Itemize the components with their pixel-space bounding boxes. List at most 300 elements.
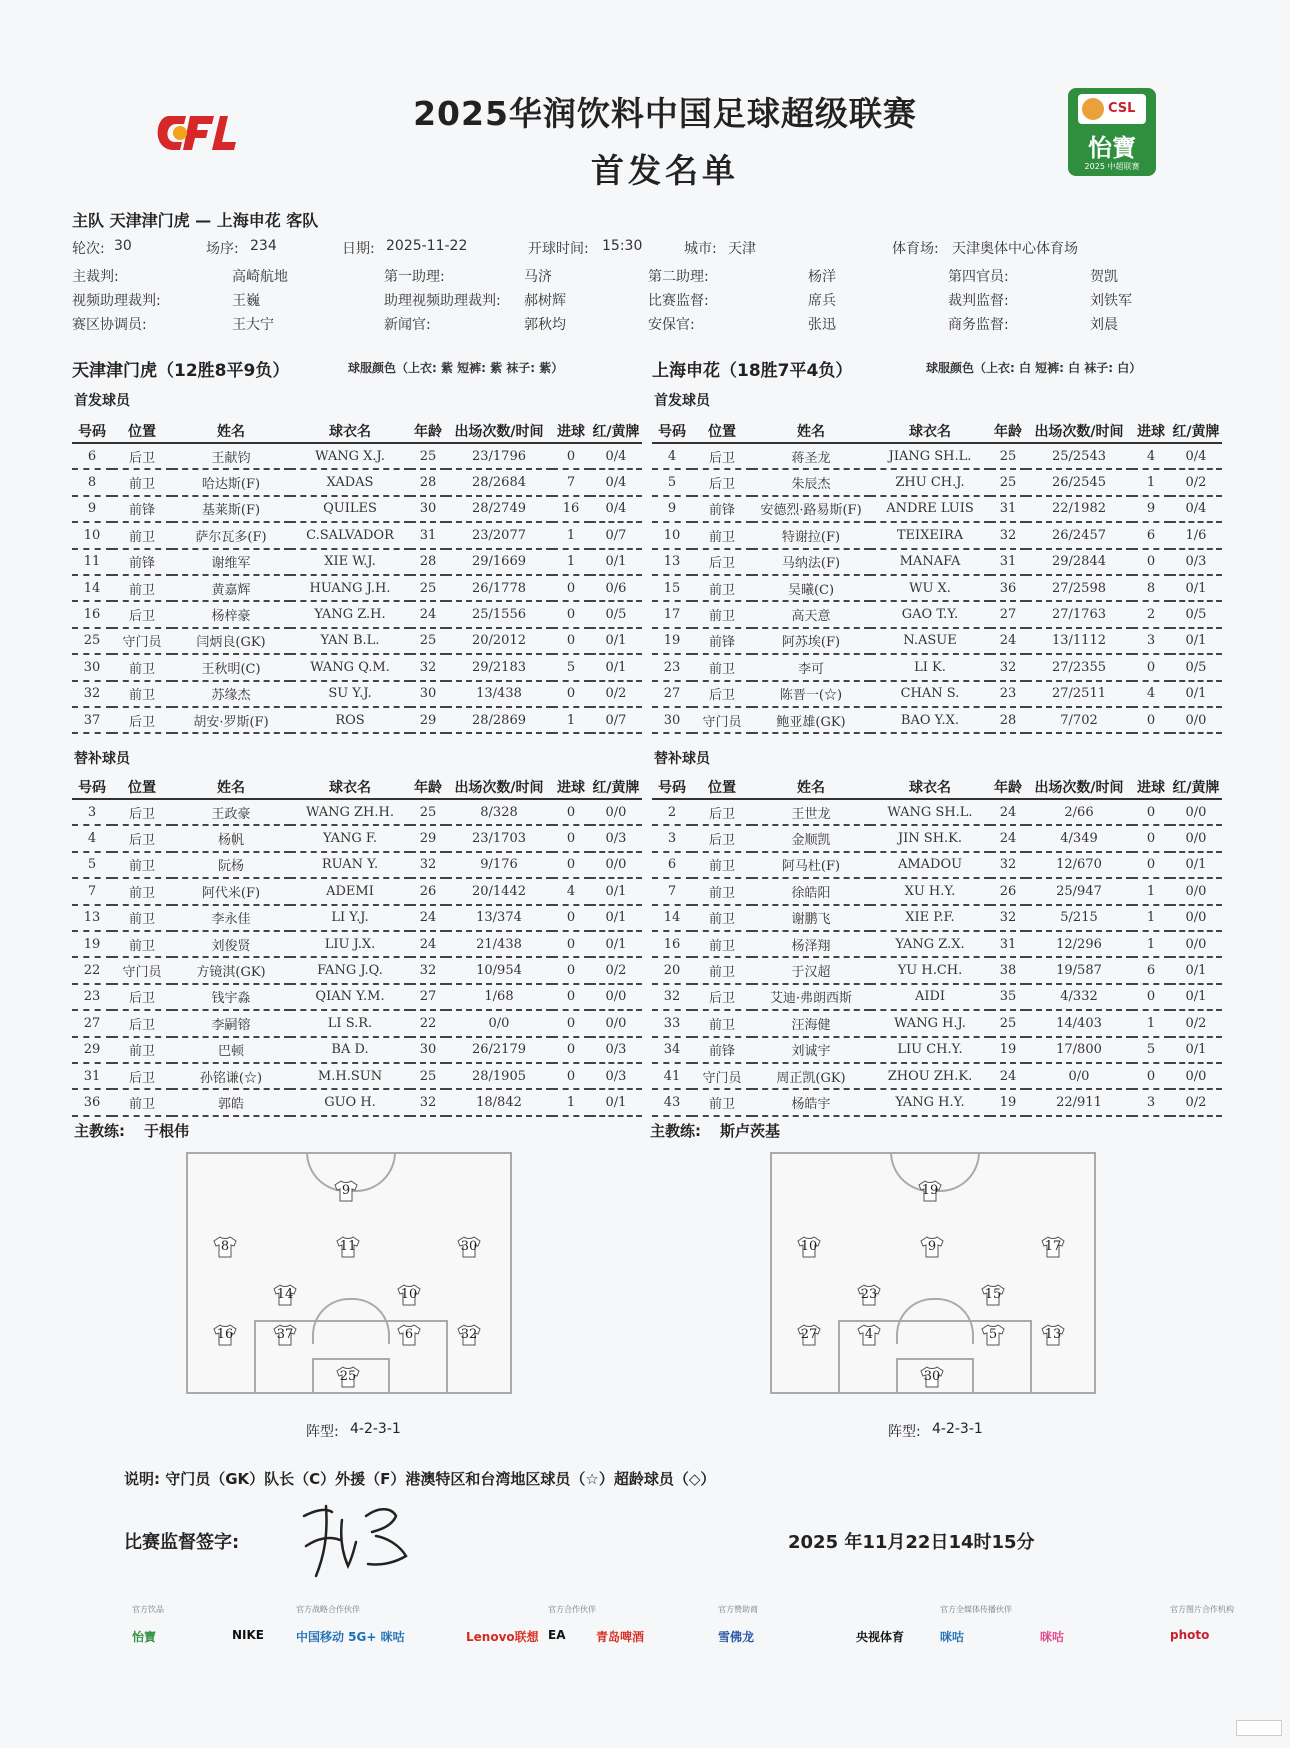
player-cell: 6 — [1132, 957, 1170, 983]
player-cell: 30 — [410, 681, 446, 707]
player-row — [652, 707, 1222, 733]
penalty-arc — [312, 1298, 390, 1344]
player-cell: 0 — [552, 1037, 590, 1063]
player-cell: 0/1 — [1170, 984, 1222, 1010]
player-row — [652, 443, 1222, 469]
player-cell: 28/2869 — [446, 707, 552, 733]
player-cell: WANG H.J. — [870, 1010, 990, 1036]
player-cell: 11 — [72, 549, 112, 575]
player-cell: ADEMI — [290, 878, 410, 904]
player-cell: 0/1 — [590, 931, 642, 957]
away-starters-heading: 首发球员 — [654, 393, 710, 409]
player-cell: 0/0 — [1026, 1063, 1132, 1089]
player-cell: 32 — [990, 654, 1026, 680]
player-cell: 31 — [410, 522, 446, 548]
player-row — [72, 1010, 642, 1036]
player-cell: 9/176 — [446, 852, 552, 878]
player-cell: 李永佳 — [172, 905, 290, 931]
sponsor-logo: 央视体育 — [856, 1630, 905, 1644]
player-cell: 0 — [552, 957, 590, 983]
player-cell: 32 — [72, 681, 112, 707]
venue-label: 体育场: — [892, 241, 939, 257]
player-cell: C.SALVADOR — [290, 522, 410, 548]
shirt-icon — [212, 1236, 238, 1258]
official-role: 视频助理裁判: — [72, 293, 161, 309]
column-header: 姓名 — [752, 420, 870, 443]
player-cell: 32 — [410, 654, 446, 680]
shirt-number: 15 — [984, 1287, 1002, 1302]
column-header: 年龄 — [410, 776, 446, 799]
official-name: 刘铁军 — [1090, 293, 1132, 309]
player-cell: 前卫 — [692, 878, 752, 904]
player-cell: 30 — [72, 654, 112, 680]
player-cell: 0/5 — [1170, 601, 1222, 627]
player-cell: 20/2012 — [446, 628, 552, 654]
player-cell: 方镜淇(GK) — [172, 957, 290, 983]
shirt-icon — [919, 1236, 945, 1258]
player-cell: 后卫 — [112, 601, 172, 627]
player-cell: 0 — [552, 1063, 590, 1089]
column-header: 位置 — [692, 420, 752, 443]
player-row — [652, 469, 1222, 495]
away-formation-label: 阵型: — [888, 1424, 921, 1440]
away-team-record: 上海申花（18胜7平4负） — [652, 361, 853, 381]
shirt-icon — [796, 1324, 822, 1346]
player-cell: 26/2179 — [446, 1037, 552, 1063]
player-cell: 基莱斯(F) — [172, 496, 290, 522]
column-header: 出场次数/时间 — [1026, 776, 1132, 799]
player-cell: 36 — [990, 575, 1026, 601]
player-cell: 8/328 — [446, 799, 552, 825]
player-cell: 25/2543 — [1026, 443, 1132, 469]
player-cell: 守门员 — [692, 707, 752, 733]
official-role: 赛区协调员: — [72, 317, 147, 333]
csl-logo-main: 怡寶 — [1088, 134, 1136, 162]
player-cell: 前锋 — [692, 628, 752, 654]
player-cell: 前锋 — [112, 496, 172, 522]
player-cell: 前卫 — [692, 575, 752, 601]
player-cell: QIAN Y.M. — [290, 984, 410, 1010]
player-cell: 0 — [552, 1010, 590, 1036]
player-cell: 0/3 — [1170, 549, 1222, 575]
player-cell: WANG SH.L. — [870, 799, 990, 825]
player-cell: 20/1442 — [446, 878, 552, 904]
player-row — [72, 852, 642, 878]
player-cell: 0 — [552, 905, 590, 931]
official-role: 裁判监督: — [948, 293, 1009, 309]
player-cell: M.H.SUN — [290, 1063, 410, 1089]
player-cell: 0 — [552, 681, 590, 707]
player-row — [652, 628, 1222, 654]
player-cell: 2 — [1132, 601, 1170, 627]
player-cell: 23/1703 — [446, 825, 552, 851]
player-cell: 0/1 — [1170, 957, 1222, 983]
player-cell: 0 — [1132, 549, 1170, 575]
column-header: 号码 — [652, 420, 692, 443]
shirt-number: 9 — [927, 1239, 937, 1254]
player-cell: 闫炳良(GK) — [172, 628, 290, 654]
player-cell: 0 — [552, 575, 590, 601]
player-cell: 0/1 — [590, 905, 642, 931]
shirt-icon — [456, 1324, 482, 1346]
player-cell: 10/954 — [446, 957, 552, 983]
player-cell: 4 — [1132, 681, 1170, 707]
player-cell: 23 — [990, 681, 1026, 707]
player-cell: 刘俊贤 — [172, 931, 290, 957]
player-row — [652, 549, 1222, 575]
player-cell: 0/1 — [1170, 575, 1222, 601]
shirt-number: 17 — [1044, 1239, 1062, 1254]
player-cell: LIU J.X. — [290, 931, 410, 957]
player-cell: 23/1796 — [446, 443, 552, 469]
player-cell: 3 — [1132, 1089, 1170, 1115]
player-cell: 3 — [1132, 628, 1170, 654]
away-formation-pitch — [770, 1152, 1096, 1394]
column-header: 位置 — [112, 420, 172, 443]
kickoff-value: 15:30 — [602, 238, 643, 254]
player-cell: 鲍亚雄(GK) — [752, 707, 870, 733]
player-cell: 0/4 — [1170, 496, 1222, 522]
player-cell: 16 — [652, 931, 692, 957]
player-cell: 9 — [72, 496, 112, 522]
column-header: 姓名 — [172, 776, 290, 799]
home-subs-table — [72, 776, 642, 1117]
player-cell: 31 — [990, 496, 1026, 522]
player-cell: 0/4 — [590, 443, 642, 469]
column-header: 位置 — [692, 776, 752, 799]
shirt-number: 16 — [216, 1327, 234, 1342]
official-role: 第四官员: — [948, 269, 1009, 285]
player-cell: 0 — [1132, 984, 1170, 1010]
player-cell: 1/68 — [446, 984, 552, 1010]
player-cell: 3 — [72, 799, 112, 825]
sponsor-logo: 雪佛龙 — [718, 1630, 755, 1644]
signature-label: 比赛监督签字: — [124, 1532, 240, 1553]
player-row — [72, 931, 642, 957]
player-cell: 17 — [652, 601, 692, 627]
player-cell: 0 — [1132, 1063, 1170, 1089]
player-row — [652, 984, 1222, 1010]
shirt-number: 13 — [1044, 1327, 1062, 1342]
player-row — [72, 469, 642, 495]
player-cell: 34 — [652, 1037, 692, 1063]
player-cell: ZHU CH.J. — [870, 469, 990, 495]
player-cell: 0/0 — [1170, 878, 1222, 904]
player-cell: 0/0 — [1170, 825, 1222, 851]
column-header: 球衣名 — [290, 776, 410, 799]
player-cell: 谢维军 — [172, 549, 290, 575]
player-cell: 1 — [552, 1089, 590, 1115]
player-cell: 6 — [1132, 522, 1170, 548]
official-name: 王大宁 — [232, 317, 274, 333]
handwritten-signature — [296, 1496, 426, 1590]
shirt-number: 10 — [800, 1239, 818, 1254]
player-cell: 6 — [72, 443, 112, 469]
column-header: 出场次数/时间 — [1026, 420, 1132, 443]
player-cell: 25 — [990, 443, 1026, 469]
player-cell: 前卫 — [112, 905, 172, 931]
player-cell: 27/2598 — [1026, 575, 1132, 601]
player-cell: 1 — [552, 707, 590, 733]
player-cell: XIE W.J. — [290, 549, 410, 575]
shirt-icon — [396, 1324, 422, 1346]
player-cell: 24 — [410, 601, 446, 627]
player-cell: 前卫 — [112, 654, 172, 680]
player-cell: 28/2749 — [446, 496, 552, 522]
player-cell: 7 — [72, 878, 112, 904]
home-coach-name: 于根伟 — [144, 1122, 190, 1140]
player-cell: 32 — [410, 1089, 446, 1115]
shirt-number: 4 — [864, 1327, 874, 1342]
shirt-number: 8 — [220, 1239, 230, 1254]
home-coach-label: 主教练: — [74, 1122, 125, 1140]
player-cell: 28/1905 — [446, 1063, 552, 1089]
player-cell: 马纳法(F) — [752, 549, 870, 575]
round-label: 轮次: — [72, 241, 105, 257]
sponsor-logo: 中国移动 5G+ 咪咕 — [296, 1630, 405, 1644]
player-cell: 0 — [552, 443, 590, 469]
player-cell: WANG X.J. — [290, 443, 410, 469]
scroll-handle[interactable] — [1236, 1720, 1282, 1736]
official-role: 商务监督: — [948, 317, 1009, 333]
player-cell: 汪海健 — [752, 1010, 870, 1036]
player-cell: 13 — [72, 905, 112, 931]
player-cell: 13/374 — [446, 905, 552, 931]
player-cell: 13 — [652, 549, 692, 575]
player-cell: BAO Y.X. — [870, 707, 990, 733]
player-cell: 王政豪 — [172, 799, 290, 825]
player-cell: 0/0 — [1170, 931, 1222, 957]
player-cell: 前卫 — [692, 601, 752, 627]
player-cell: 0/3 — [590, 825, 642, 851]
player-cell: 0/1 — [590, 1089, 642, 1115]
player-cell: 前卫 — [112, 681, 172, 707]
player-cell: 0 — [1132, 852, 1170, 878]
player-cell: 朱辰杰 — [752, 469, 870, 495]
player-cell: 25 — [410, 1063, 446, 1089]
round-value: 30 — [114, 238, 132, 254]
shirt-icon — [333, 1180, 359, 1202]
shirt-icon — [396, 1284, 422, 1306]
player-cell: 0/2 — [1170, 1010, 1222, 1036]
player-cell: 26 — [410, 878, 446, 904]
player-cell: YANG Z.X. — [870, 931, 990, 957]
player-cell: AMADOU — [870, 852, 990, 878]
column-header: 号码 — [652, 776, 692, 799]
player-cell: 安德烈·路易斯(F) — [752, 496, 870, 522]
player-cell: 0/7 — [590, 522, 642, 548]
player-cell: 前卫 — [112, 522, 172, 548]
sponsor-logo: Lenovo联想 — [466, 1630, 539, 1644]
player-row — [652, 1010, 1222, 1036]
player-cell: 19 — [72, 931, 112, 957]
seq-value: 234 — [250, 238, 277, 254]
player-cell: 后卫 — [112, 825, 172, 851]
sponsor-logo: 怡寶 — [132, 1630, 157, 1644]
csl-logo — [1068, 88, 1156, 176]
player-cell: 后卫 — [112, 707, 172, 733]
player-cell: LIU CH.Y. — [870, 1037, 990, 1063]
player-cell: N.ASUE — [870, 628, 990, 654]
player-cell: 13/1112 — [1026, 628, 1132, 654]
player-row — [652, 654, 1222, 680]
player-cell: 0 — [552, 825, 590, 851]
player-cell: 0/1 — [590, 654, 642, 680]
away-starters-table — [652, 420, 1222, 734]
away-formation-value: 4-2-3-1 — [932, 1421, 983, 1437]
shirt-icon — [796, 1236, 822, 1258]
player-cell: 25 — [410, 443, 446, 469]
player-cell: JIANG SH.L. — [870, 443, 990, 469]
city-label: 城市: — [684, 241, 717, 257]
player-cell: 24 — [990, 628, 1026, 654]
player-cell: 李可 — [752, 654, 870, 680]
shirt-icon — [212, 1324, 238, 1346]
player-cell: 27 — [72, 1010, 112, 1036]
home-kit-colors: 球服颜色（上衣: 紫 短裤: 紫 袜子: 紫） — [348, 361, 564, 375]
player-cell: 23/2077 — [446, 522, 552, 548]
player-cell: 谢鹏飞 — [752, 905, 870, 931]
player-cell: LI Y.J. — [290, 905, 410, 931]
player-cell: 1 — [552, 522, 590, 548]
player-cell: 22 — [72, 957, 112, 983]
player-cell: YANG H.Y. — [870, 1089, 990, 1115]
player-cell: 0/0 — [590, 852, 642, 878]
table-header-row — [72, 776, 642, 799]
player-row — [652, 1037, 1222, 1063]
kickoff-label: 开球时间: — [528, 241, 589, 257]
shirt-icon — [272, 1284, 298, 1306]
player-cell: 前卫 — [112, 575, 172, 601]
player-cell: GUO H. — [290, 1089, 410, 1115]
shirt-icon — [1040, 1324, 1066, 1346]
player-cell: 0/2 — [590, 957, 642, 983]
player-cell: 钱宇淼 — [172, 984, 290, 1010]
player-cell: 4 — [652, 443, 692, 469]
column-header: 进球 — [552, 776, 590, 799]
player-cell: 24 — [410, 905, 446, 931]
player-cell: 哈达斯(F) — [172, 469, 290, 495]
player-cell: 19 — [652, 628, 692, 654]
home-team-record: 天津津门虎（12胜8平9负） — [72, 361, 290, 381]
player-cell: 15 — [652, 575, 692, 601]
official-role: 助理视频助理裁判: — [384, 293, 501, 309]
player-cell: 41 — [652, 1063, 692, 1089]
player-cell: 后卫 — [112, 799, 172, 825]
shirt-number: 27 — [800, 1327, 818, 1342]
player-cell: 0/1 — [590, 549, 642, 575]
player-cell: 0/2 — [1170, 1089, 1222, 1115]
player-cell: AIDI — [870, 984, 990, 1010]
player-cell: 7 — [652, 878, 692, 904]
player-cell: 27 — [410, 984, 446, 1010]
player-row — [652, 878, 1222, 904]
column-header: 出场次数/时间 — [446, 420, 552, 443]
player-row — [652, 931, 1222, 957]
sponsor-caption: 官方赞助商 — [718, 1605, 758, 1614]
player-row — [72, 707, 642, 733]
player-cell: 杨梓豪 — [172, 601, 290, 627]
player-cell: 周正凯(GK) — [752, 1063, 870, 1089]
legend-note: 说明: 守门员（GK）队长（C）外援（F）港澳特区和台湾地区球员（☆）超龄球员（◇） — [124, 1470, 716, 1488]
player-cell: 0/3 — [590, 1037, 642, 1063]
player-row — [652, 905, 1222, 931]
player-cell: 7 — [552, 469, 590, 495]
player-cell: 4/332 — [1026, 984, 1132, 1010]
player-cell: 32 — [990, 905, 1026, 931]
player-row — [72, 496, 642, 522]
player-cell: ROS — [290, 707, 410, 733]
player-cell: 10 — [652, 522, 692, 548]
player-cell: 0 — [552, 601, 590, 627]
player-cell: 4 — [552, 878, 590, 904]
player-cell: 25 — [410, 628, 446, 654]
player-cell: 25 — [410, 575, 446, 601]
player-cell: 32 — [652, 984, 692, 1010]
player-row — [72, 549, 642, 575]
player-cell: 28 — [990, 707, 1026, 733]
player-cell: 前卫 — [112, 469, 172, 495]
player-row — [652, 575, 1222, 601]
player-cell: 0/2 — [590, 681, 642, 707]
player-cell: 王献钧 — [172, 443, 290, 469]
player-row — [652, 601, 1222, 627]
player-cell: 0 — [552, 799, 590, 825]
player-cell: 黄嘉辉 — [172, 575, 290, 601]
player-row — [72, 825, 642, 851]
player-cell: 19 — [990, 1037, 1026, 1063]
shirt-number: 25 — [339, 1369, 357, 1384]
player-cell: 前锋 — [692, 496, 752, 522]
player-cell: 0/0 — [1170, 1063, 1222, 1089]
player-cell: 后卫 — [112, 1010, 172, 1036]
player-cell: YAN B.L. — [290, 628, 410, 654]
column-header: 出场次数/时间 — [446, 776, 552, 799]
away-subs-table — [652, 776, 1222, 1117]
player-cell: XIE P.F. — [870, 905, 990, 931]
shirt-icon — [856, 1284, 882, 1306]
player-cell: 20 — [652, 957, 692, 983]
player-cell: 21/438 — [446, 931, 552, 957]
player-cell: 后卫 — [692, 984, 752, 1010]
player-row — [72, 984, 642, 1010]
player-cell: 巴顿 — [172, 1037, 290, 1063]
column-header: 红/黄牌 — [590, 420, 642, 443]
player-cell: 33 — [652, 1010, 692, 1036]
page-title: 2025华润饮料中国足球超级联赛 — [413, 94, 917, 133]
player-cell: 30 — [410, 1037, 446, 1063]
player-row — [72, 1037, 642, 1063]
player-cell: 25/1556 — [446, 601, 552, 627]
player-cell: 28 — [410, 469, 446, 495]
player-cell: HUANG J.H. — [290, 575, 410, 601]
sponsor-logo: photo — [1170, 1628, 1210, 1642]
page-subtitle: 首发名单 — [591, 151, 739, 190]
player-cell: 25 — [72, 628, 112, 654]
player-row — [72, 1063, 642, 1089]
player-cell: 9 — [652, 496, 692, 522]
shirt-number: 32 — [460, 1327, 478, 1342]
player-cell: 4 — [72, 825, 112, 851]
column-header: 进球 — [552, 420, 590, 443]
player-cell: CHAN S. — [870, 681, 990, 707]
player-cell: 5 — [72, 852, 112, 878]
player-cell: RUAN Y. — [290, 852, 410, 878]
shirt-number: 30 — [923, 1369, 941, 1384]
shirt-number: 19 — [921, 1183, 939, 1198]
player-row — [652, 496, 1222, 522]
player-cell: 0 — [1132, 825, 1170, 851]
